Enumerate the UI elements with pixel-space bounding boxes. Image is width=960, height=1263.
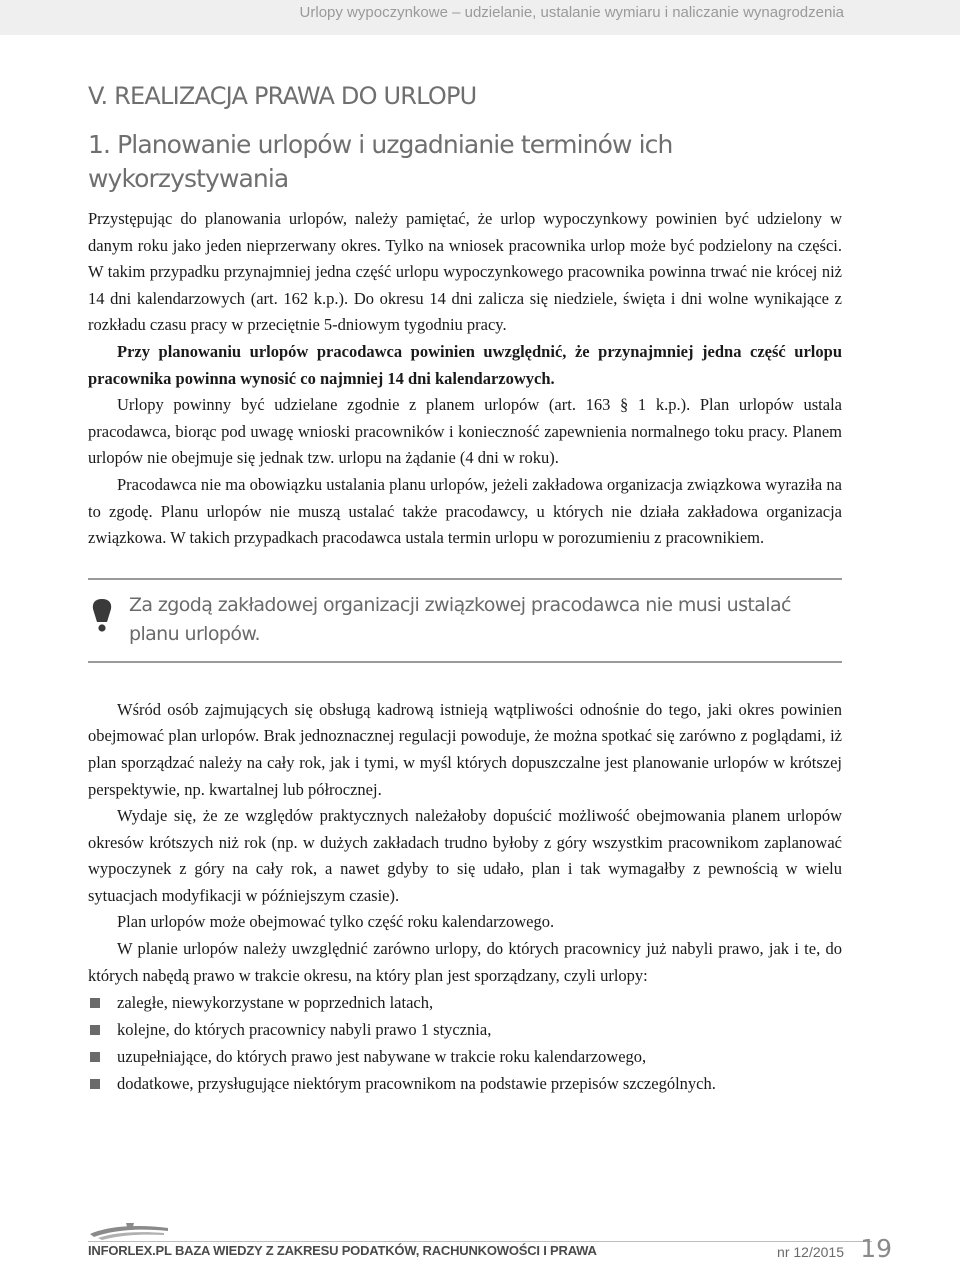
list-item <box>88 989 842 1016</box>
paragraph-2-bold: Przy planowaniu urlopów pracodawca powinien uwzględnić, że przynajmniej jedna część urlopu pracownika powinna wynosić co najmniej 14 dni kalendarzowych. <box>88 341 842 388</box>
page-content <box>88 76 842 1097</box>
section-title-line1: 1. Planowanie urlopów i uzgadnianie terminów ich <box>88 130 673 159</box>
list-item <box>88 1043 842 1070</box>
exclamation-icon <box>88 598 116 632</box>
square-bullet-icon <box>90 1079 100 1089</box>
square-bullet-icon <box>90 1025 100 1035</box>
paragraph-7: Plan urlopów może obejmować tylko część roku kalendarzowego. <box>117 912 555 932</box>
list-item-text: uzupełniające, do których prawo jest nabywane w trakcie roku kalendarzowego, <box>117 1047 647 1067</box>
chapter-title: V. REALIZACJA PRAWA DO URLOPU <box>88 82 477 110</box>
paragraph-6: Wydaje się, że ze względów praktycznych należałoby dopuścić możliwość obejmowania planem urlopów okresów krótszych niż rok (np. w dużych zakładach trudno byłoby z góry wszystkim pracownikom zaplanować wypoczynek z góry na cały rok, a nawet gdyby to się udało, plan i tak wymagałby z pewnością w wielu sytuacjach modyfikacji w późniejszym czasie). <box>88 806 842 905</box>
paragraph-4: Pracodawca nie ma obowiązku ustalania planu urlopów, jeżeli zakładowa organizacja związkowa wyraziła na to zgodę. Planu urlopów nie muszą ustalać także pracodawcy, u których nie działa zakładowa organizacja związkowa. W takich przypadkach pracodawca ustala termin urlopu w porozumieniu z pracownikiem. <box>88 474 842 548</box>
paragraph-3: Urlopy powinny być udzielane zgodnie z planem urlopów (art. 163 § 1 k.p.). Plan urlopów ustala pracodawca, biorąc pod uwagę wnioski pracowników i konieczność zapewnienia normalnego toku pracy. Planem urlopów nie obejmuje się jednak tzw. urlopu na żądanie (4 dni w roku). <box>88 395 842 468</box>
paragraph-8: W planie urlopów należy uwzględnić zarówno urlopy, do których pracownicy już nabyli prawo, jak i te, do których nabędą prawo w trakcie okresu, na który plan jest sporządzany, czyli urlopy: <box>88 939 842 985</box>
running-header <box>0 0 960 35</box>
brand-tagline: BAZA WIEDZY Z ZAKRESU PODATKÓW, RACHUNKOWOŚCI I PRAWA <box>174 1243 597 1258</box>
list-item-text: zaległe, niewykorzystane w poprzednich latach, <box>117 993 434 1013</box>
section-title-line2: wykorzystywania <box>88 164 289 193</box>
page-number: 19 <box>860 1234 892 1263</box>
footer-brand <box>88 1243 597 1258</box>
section-title <box>88 128 842 196</box>
bullet-list <box>88 989 842 1097</box>
note-text: Za zgodą zakładowej organizacji związkowej pracodawca nie musi ustalać planu urlopów. <box>129 593 791 645</box>
list-item-text: kolejne, do których pracownicy nabyli prawo 1 stycznia, <box>117 1020 492 1040</box>
brand-name: INFORLEX.PL <box>88 1243 172 1258</box>
paragraph-1: Przystępując do planowania urlopów, należy pamiętać, że urlop wypoczynkowy powinien być udzielony w danym roku jako jeden nieprzerwany okres. Tylko na wniosek pracownika urlop może być podzielony na części. W takim przypadku przynajmniej jedna część urlopu wypoczynkowego pracownika powinna trwać nie krócej niż 14 dni kalendarzowych (art. 162 k.p.). Do okresu 14 dni zalicza się niedziele, święta i dni wolne wynikające z rozkładu czasu pracy w przeciętnie 5-dniowym tygodniu pracy. <box>88 209 842 335</box>
list-item <box>88 1070 842 1097</box>
inforlex-logo-icon <box>88 1222 170 1240</box>
paragraph-5: Wśród osób zajmujących się obsługą kadrową istnieją wątpliwości odnośnie do tego, jaki okres powinien obejmować plan urlopów. Brak jednoznacznej regulacji powoduje, że można spotkać się zarówno z poglądami, iż plan sporządzać należy na cały rok, jak i tymi, w myśl których dopuszczalne jest planowanie urlopów w krótszej perspektywie, np. kwartalnej lub półrocznej. <box>88 699 842 799</box>
running-title: Urlopy wypoczynkowe – udzielanie, ustalanie wymiaru i naliczanie wynagrodzenia <box>299 4 844 21</box>
list-item <box>88 1016 842 1043</box>
list-item-text: dodatkowe, przysługujące niektórym pracownikom na podstawie przepisów szczególnych. <box>117 1074 716 1094</box>
note-box <box>88 578 842 663</box>
square-bullet-icon <box>90 1052 100 1062</box>
square-bullet-icon <box>90 998 100 1008</box>
page-footer <box>88 1222 892 1263</box>
issue-number: nr 12/2015 <box>777 1244 844 1260</box>
